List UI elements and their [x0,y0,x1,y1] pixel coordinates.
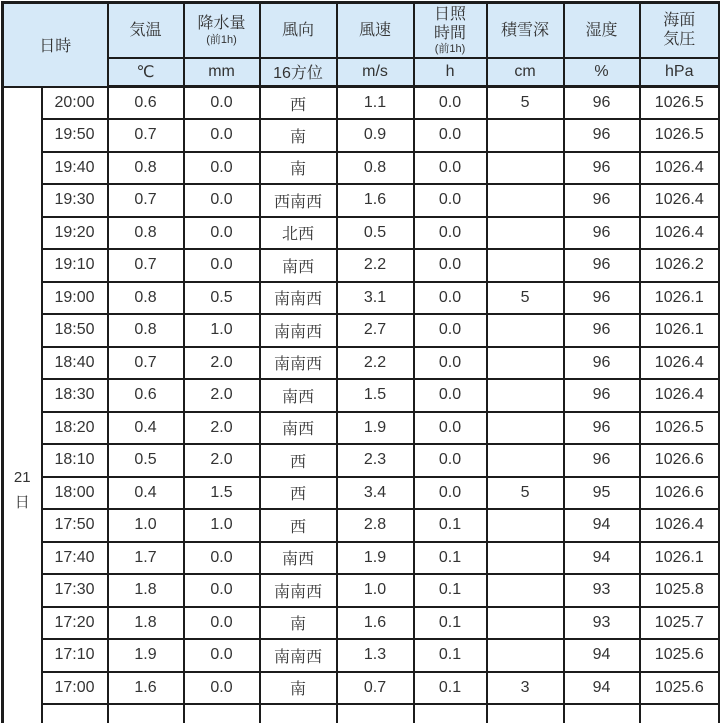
cell-time [42,704,108,723]
cell-precipitation: 0.0 [184,607,260,640]
cell-time: 19:30 [42,184,108,217]
col-label-snow-depth: 積雪深 [501,21,550,39]
cell-sunshine: 0.0 [414,314,487,347]
col-header-wind-direction [260,3,337,58]
cell-sunshine: 0.1 [414,574,487,607]
unit-precipitation: mm [184,58,260,87]
cell-sea-level-pressure: 1026.6 [640,444,720,477]
cell-humidity: 94 [564,509,640,542]
cell-sea-level-pressure: 1026.1 [640,282,720,315]
cell-precipitation: 2.0 [184,379,260,412]
cell-sunshine: 0.0 [414,184,487,217]
table-row [3,704,720,723]
cell-wind-speed: 1.5 [337,379,414,412]
cell-wind-direction: 西 [260,509,337,542]
table-header [3,3,720,87]
cell-temperature: 0.8 [108,152,184,185]
col-label-precipitation: 降水量 [197,15,246,33]
cell-snow-depth: 3 [487,672,564,705]
cell-time: 19:40 [42,152,108,185]
cell-humidity: 94 [564,672,640,705]
cell-humidity: 94 [564,639,640,672]
cell-sunshine: 0.1 [414,639,487,672]
unit-sea-level-pressure: hPa [640,58,720,87]
col-label-sea-level-pressure: 海面気圧 [663,12,696,49]
cell-sunshine: 0.0 [414,412,487,445]
cell-humidity: 93 [564,574,640,607]
cell-snow-depth [487,119,564,152]
cell-precipitation: 0.0 [184,217,260,250]
cell-temperature: 0.7 [108,347,184,380]
cell-precipitation: 0.5 [184,282,260,315]
table-row [3,87,720,120]
cell-temperature: 1.8 [108,574,184,607]
cell-sea-level-pressure: 1026.4 [640,217,720,250]
cell-sea-level-pressure: 1026.1 [640,314,720,347]
cell-precipitation: 2.0 [184,412,260,445]
cell-wind-speed: 1.9 [337,542,414,575]
cell-temperature: 0.6 [108,87,184,120]
cell-wind-speed: 2.3 [337,444,414,477]
cell-wind-speed: 0.7 [337,672,414,705]
cell-precipitation: 0.0 [184,119,260,152]
col-header-humidity [564,3,640,58]
cell-time: 18:40 [42,347,108,380]
cell-wind-direction [260,704,337,723]
col-sub-sunshine: (前1h) [434,43,466,56]
cell-precipitation: 1.5 [184,477,260,510]
cell-snow-depth [487,542,564,575]
cell-snow-depth [487,347,564,380]
cell-time: 20:00 [42,87,108,120]
cell-humidity: 96 [564,444,640,477]
cell-wind-direction: 北西 [260,217,337,250]
weather-observation-table [1,1,720,723]
cell-sea-level-pressure: 1026.5 [640,412,720,445]
cell-time: 17:20 [42,607,108,640]
cell-wind-speed: 1.6 [337,184,414,217]
cell-sea-level-pressure [640,704,720,723]
cell-sunshine: 0.0 [414,444,487,477]
cell-temperature: 1.6 [108,672,184,705]
cell-snow-depth [487,574,564,607]
cell-sunshine: 0.0 [414,152,487,185]
cell-time: 18:20 [42,412,108,445]
cell-precipitation: 2.0 [184,347,260,380]
cell-precipitation: 0.0 [184,542,260,575]
table-row [3,282,720,315]
cell-time: 19:20 [42,217,108,250]
cell-time: 18:00 [42,477,108,510]
unit-sunshine: h [414,58,487,87]
cell-humidity: 96 [564,87,640,120]
cell-humidity: 94 [564,542,640,575]
cell-temperature: 1.0 [108,509,184,542]
table-row [3,509,720,542]
cell-wind-speed: 2.2 [337,347,414,380]
col-label-humidity: 湿度 [585,21,618,39]
table-row [3,152,720,185]
units-row [3,58,720,87]
cell-time: 17:40 [42,542,108,575]
day-label: 21日 [3,87,42,723]
table-row [3,347,720,380]
cell-sunshine [414,704,487,723]
cell-time: 19:50 [42,119,108,152]
cell-precipitation: 0.0 [184,574,260,607]
cell-sea-level-pressure: 1025.6 [640,672,720,705]
cell-wind-direction: 西南西 [260,184,337,217]
unit-wind-speed: m/s [337,58,414,87]
cell-wind-speed: 0.9 [337,119,414,152]
cell-sunshine: 0.1 [414,672,487,705]
cell-wind-direction: 南南西 [260,574,337,607]
cell-wind-speed: 0.8 [337,152,414,185]
cell-precipitation: 0.0 [184,152,260,185]
cell-sea-level-pressure: 1026.4 [640,152,720,185]
cell-wind-direction: 南南西 [260,282,337,315]
col-sub-precipitation: (前1h) [206,33,237,46]
cell-time: 17:50 [42,509,108,542]
cell-snow-depth [487,412,564,445]
cell-sea-level-pressure: 1026.6 [640,477,720,510]
cell-wind-speed: 2.7 [337,314,414,347]
cell-sea-level-pressure: 1025.8 [640,574,720,607]
unit-snow-depth: cm [487,58,564,87]
table-row [3,639,720,672]
cell-snow-depth [487,704,564,723]
cell-humidity: 96 [564,282,640,315]
cell-precipitation: 0.0 [184,249,260,282]
cell-temperature: 0.7 [108,249,184,282]
cell-wind-speed: 1.1 [337,87,414,120]
cell-temperature: 0.4 [108,412,184,445]
col-header-wind-speed [337,3,414,58]
cell-snow-depth: 5 [487,477,564,510]
col-label-wind-speed: 風速 [359,21,392,39]
cell-sunshine: 0.0 [414,119,487,152]
cell-snow-depth [487,639,564,672]
cell-wind-speed: 1.0 [337,574,414,607]
cell-sunshine: 0.1 [414,607,487,640]
cell-time: 19:10 [42,249,108,282]
cell-sunshine: 0.1 [414,542,487,575]
cell-sea-level-pressure: 1025.7 [640,607,720,640]
unit-temperature: ℃ [108,58,184,87]
cell-precipitation: 0.0 [184,184,260,217]
cell-time: 19:00 [42,282,108,315]
cell-wind-direction: 南 [260,119,337,152]
cell-sea-level-pressure: 1026.1 [640,542,720,575]
cell-time: 18:10 [42,444,108,477]
cell-temperature: 0.7 [108,119,184,152]
cell-snow-depth [487,184,564,217]
cell-snow-depth [487,607,564,640]
cell-wind-speed: 2.8 [337,509,414,542]
col-label-temperature: 気温 [129,21,162,39]
cell-sunshine: 0.0 [414,477,487,510]
table-row [3,184,720,217]
cell-precipitation: 0.0 [184,87,260,120]
cell-precipitation: 1.0 [184,509,260,542]
cell-sunshine: 0.0 [414,249,487,282]
col-header-sea-level-pressure [640,3,720,58]
cell-wind-direction: 南西 [260,542,337,575]
cell-temperature [108,704,184,723]
cell-time: 17:10 [42,639,108,672]
cell-humidity: 96 [564,249,640,282]
cell-time: 18:30 [42,379,108,412]
table-row [3,672,720,705]
cell-wind-speed [337,704,414,723]
cell-time: 17:30 [42,574,108,607]
cell-wind-direction: 南西 [260,249,337,282]
cell-wind-direction: 南 [260,672,337,705]
unit-wind-direction: 16方位 [260,58,337,87]
cell-humidity: 96 [564,184,640,217]
cell-temperature: 1.8 [108,607,184,640]
cell-precipitation: 0.0 [184,672,260,705]
cell-temperature: 0.7 [108,184,184,217]
table-row [3,119,720,152]
cell-wind-speed: 1.3 [337,639,414,672]
cell-sea-level-pressure: 1026.4 [640,379,720,412]
cell-snow-depth [487,314,564,347]
cell-wind-speed: 0.5 [337,217,414,250]
table-body [3,87,720,723]
cell-wind-speed: 3.1 [337,282,414,315]
col-header-precipitation [184,3,260,58]
cell-temperature: 1.7 [108,542,184,575]
cell-sea-level-pressure: 1026.4 [640,509,720,542]
cell-snow-depth: 5 [487,282,564,315]
cell-wind-speed: 1.9 [337,412,414,445]
cell-sunshine: 0.0 [414,217,487,250]
col-header-datetime: 日時 [3,3,108,87]
cell-wind-direction: 南西 [260,412,337,445]
cell-humidity [564,704,640,723]
cell-sea-level-pressure: 1026.5 [640,119,720,152]
cell-sea-level-pressure: 1026.4 [640,347,720,380]
table-row [3,379,720,412]
cell-temperature: 1.9 [108,639,184,672]
cell-sunshine: 0.0 [414,347,487,380]
col-header-temperature [108,3,184,58]
cell-sea-level-pressure: 1025.6 [640,639,720,672]
cell-wind-direction: 南南西 [260,639,337,672]
cell-sea-level-pressure: 1026.2 [640,249,720,282]
cell-humidity: 96 [564,412,640,445]
cell-wind-direction: 南南西 [260,347,337,380]
cell-humidity: 96 [564,217,640,250]
cell-precipitation: 1.0 [184,314,260,347]
cell-wind-speed: 1.6 [337,607,414,640]
cell-temperature: 0.8 [108,217,184,250]
cell-precipitation [184,704,260,723]
table-row [3,477,720,510]
cell-sunshine: 0.0 [414,282,487,315]
cell-wind-direction: 西 [260,87,337,120]
cell-temperature: 0.8 [108,314,184,347]
cell-precipitation: 0.0 [184,639,260,672]
table-row [3,249,720,282]
cell-wind-speed: 2.2 [337,249,414,282]
cell-snow-depth [487,249,564,282]
cell-snow-depth: 5 [487,87,564,120]
cell-sunshine: 0.0 [414,379,487,412]
cell-sea-level-pressure: 1026.5 [640,87,720,120]
table-row [3,574,720,607]
table-row [3,542,720,575]
unit-humidity: % [564,58,640,87]
header-row [3,3,720,58]
cell-wind-direction: 南 [260,152,337,185]
cell-humidity: 96 [564,119,640,152]
cell-time: 18:50 [42,314,108,347]
cell-humidity: 96 [564,314,640,347]
cell-temperature: 0.4 [108,477,184,510]
cell-snow-depth [487,509,564,542]
cell-snow-depth [487,152,564,185]
cell-sea-level-pressure: 1026.4 [640,184,720,217]
table-row [3,217,720,250]
cell-wind-direction: 南西 [260,379,337,412]
cell-snow-depth [487,379,564,412]
cell-temperature: 0.5 [108,444,184,477]
col-header-snow-depth [487,3,564,58]
col-label-sunshine: 日照時間 [434,5,467,42]
cell-humidity: 96 [564,347,640,380]
cell-snow-depth [487,217,564,250]
cell-humidity: 95 [564,477,640,510]
cell-sunshine: 0.0 [414,87,487,120]
cell-temperature: 0.6 [108,379,184,412]
table-row [3,444,720,477]
cell-humidity: 96 [564,152,640,185]
table-row [3,314,720,347]
cell-wind-direction: 南南西 [260,314,337,347]
cell-wind-speed: 3.4 [337,477,414,510]
cell-humidity: 96 [564,379,640,412]
cell-precipitation: 2.0 [184,444,260,477]
table-row [3,412,720,445]
cell-humidity: 93 [564,607,640,640]
col-header-sunshine [414,3,487,58]
cell-temperature: 0.8 [108,282,184,315]
cell-sunshine: 0.1 [414,509,487,542]
cell-snow-depth [487,444,564,477]
cell-wind-direction: 西 [260,444,337,477]
cell-wind-direction: 南 [260,607,337,640]
cell-time: 17:00 [42,672,108,705]
cell-wind-direction: 西 [260,477,337,510]
col-label-wind-direction: 風向 [282,21,315,39]
table-row [3,607,720,640]
